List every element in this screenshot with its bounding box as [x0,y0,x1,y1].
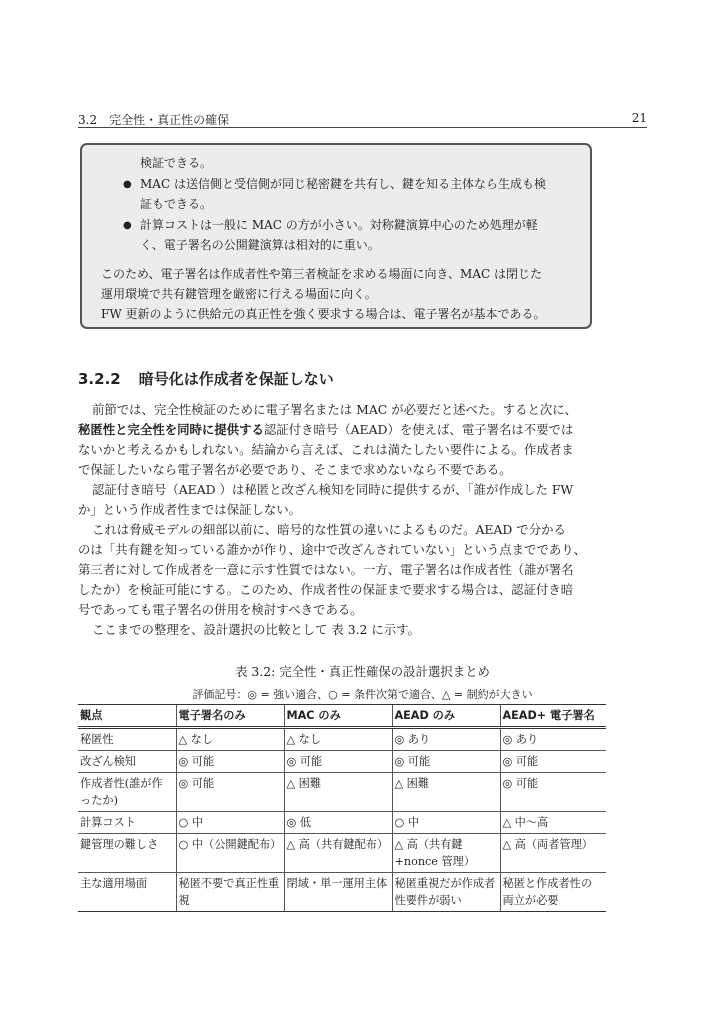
table-cell: ◎ 可能 [284,751,392,773]
table-header-row [78,705,606,728]
table-cell: △ 高（共有鍵配布） [284,834,392,873]
table-row [78,773,606,812]
table-header-cell: MAC のみ [284,705,392,728]
table-cell: 秘匿不要で真正性重視 [176,873,284,912]
bullet-1-line-2: 証もできる。 [140,197,213,211]
paragraph-3-line-3: 第三者に対して作成者を一意に示す性質ではない。一方、電子署名は作成者性（誰が署名 [78,562,574,577]
paragraph-3-line-5: 号であっても電子署名の併用を検討すべきである。 [78,602,363,617]
paragraph-4-line-1: ここまでの整理を、設計選択の比較として 表 3.2 に示す。 [92,622,420,637]
section-number: 3.2.2 [78,370,121,388]
table-cell: △ 高（共有鍵+nonce 管理） [392,834,500,873]
section-title: 暗号化は作成者を保証しない [138,370,334,388]
paragraph-1-line-1: 前節では、完全性検証のために電子署名または MAC が必要だと述べた。すると次に、 [92,402,578,417]
table-cell: △ 中〜高 [500,812,606,834]
table-legend: 評価記号：◎ = 強い適合、○ = 条件次第で適合、△ = 制約が大きい [192,688,533,701]
table-cell: ○ 中 [392,812,500,834]
table-cell: 閉域・単一運用主体 [284,873,392,912]
table-cell: 秘匿と作成者性の両立が必要 [500,873,606,912]
table-cell: ○ 中（公開鍵配布） [176,834,284,873]
bullet-icon: ● [123,179,132,190]
table-cell: 秘匿性 [78,728,176,751]
table-row [78,834,606,873]
header-section-title: 3.2 完全性・真正性の確保 [78,113,230,127]
comparison-table [78,704,606,912]
paragraph-2-line-1: 認証付き暗号（AEAD ）は秘匿と改ざん検知を同時に提供するが、「誰が作成した FW [92,482,574,497]
paragraph-1-line-2 [78,422,573,438]
table-cell: 作成者性(誰が作ったか) [78,773,176,812]
bullet-1-line-1: MAC は送信側と受信側が同じ秘密鍵を共有し、鍵を知る主体なら生成も検 [140,177,546,191]
table-cell: △ なし [176,728,284,751]
bullet-icon: ● [123,220,132,231]
summary-box [80,143,592,329]
paragraph-3-line-1: これは脅威モデルの細部以前に、暗号的な性質の違いによるものだ。AEAD で分かる [92,522,566,537]
page-number: 21 [631,111,647,125]
bullet-2-line-2: く、電子署名の公開鍵演算は相対的に重い。 [140,238,380,252]
table-cell: 秘匿重視だが作成者性要件が弱い [392,873,500,912]
paragraph-1-line-4: で保証したいなら電子署名が必要であり、そこまで求めないなら不要である。 [78,462,512,477]
box-continuation: 検証できる。 [140,156,213,170]
running-header [78,111,647,128]
table-header-cell: 電子署名のみ [176,705,284,728]
table-row [78,751,606,773]
table-row [78,812,606,834]
table-cell: ◎ 可能 [500,773,606,812]
box-conclusion-line-3: FW 更新のように供給元の真正性を強く要求する場合は、電子署名が基本である。 [101,307,546,321]
table-header-cell: AEAD のみ [392,705,500,728]
table-cell: ◎ あり [500,728,606,751]
paragraph-3-line-2: のは「共有鍵を知っている誰かが作り、途中で改ざんされていない」という点までであり、 [78,542,587,557]
section-heading [78,368,334,389]
table-header-cell: 観点 [78,705,176,728]
box-conclusion-line-1: このため、電子署名は作成者性や第三者検証を求める場面に向き、MAC は閉じた [101,267,542,281]
table-cell: △ 困難 [392,773,500,812]
bold-phrase: 秘匿性と完全性を同時に提供する [78,422,264,437]
table-cell: △ なし [284,728,392,751]
bullet-2-line-1: 計算コストは一般に MAC の方が小さい。対称鍵演算中心のため処理が軽 [140,218,538,232]
table-cell: 主な適用場面 [78,873,176,912]
box-conclusion-line-2: 運用環境で共有鍵管理を厳密に行える場面に向く。 [101,287,377,301]
table-cell: 計算コスト [78,812,176,834]
table-cell: 鍵管理の難しさ [78,834,176,873]
table-cell: ○ 中 [176,812,284,834]
table-cell: △ 困難 [284,773,392,812]
table-cell: ◎ 可能 [500,751,606,773]
table-caption: 表 3.2: 完全性・真正性確保の設計選択まとめ [235,664,490,679]
table-cell: ◎ 可能 [176,773,284,812]
paragraph-1-line-2-rest: 認証付き暗号（AEAD）を使えば、電子署名は不要では [263,422,574,437]
table-cell: ◎ 可能 [176,751,284,773]
table-row [78,728,606,751]
table-cell: 改ざん検知 [78,751,176,773]
table-cell: △ 高（両者管理） [500,834,606,873]
paragraph-1-line-3: ないかと考えるかもしれない。結論から言えば、これは満たしたい要件による。作成者ま [78,442,574,457]
table-header-cell: AEAD+ 電子署名 [500,705,606,728]
table-cell: ◎ あり [392,728,500,751]
paragraph-2-line-2: か」という作成者性までは保証しない。 [78,502,302,517]
paragraph-3-line-4: したか）を検証可能にする。このため、作成者性の保証まで要求する場合は、認証付き暗 [78,582,574,597]
table-cell: ◎ 低 [284,812,392,834]
table-cell: ◎ 可能 [392,751,500,773]
table-row [78,873,606,912]
